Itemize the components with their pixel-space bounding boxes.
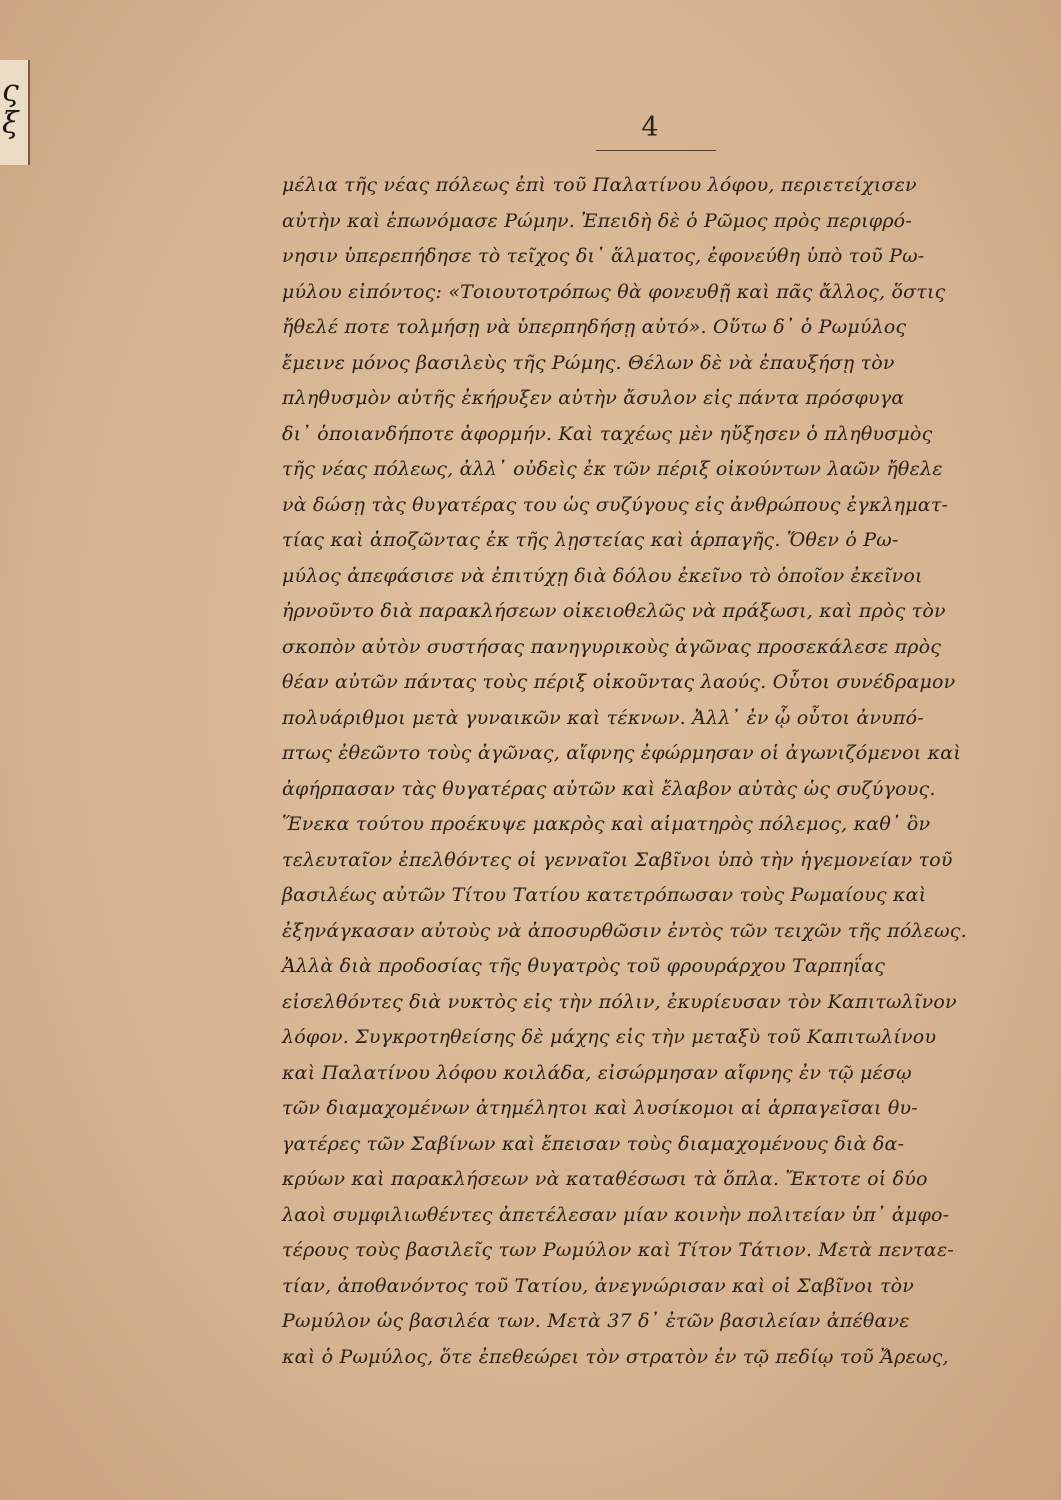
- text-line: τῶν διαμαχομένων ἀτημέλητοι καὶ λυσίκομοι αἱ ἁρπαγεῖσαι θυ-: [282, 1097, 918, 1119]
- text-line: μύλου εἰπόντος: «Τοιουτοτρόπως θὰ φονευθῇ καὶ πᾶς ἄλλος, ὅστις: [282, 280, 946, 303]
- text-line: εἰσελθόντες διὰ νυκτὸς εἰς τὴν πόλιν, ἐκυρίευσαν τὸν Καπιτωλῖνον: [282, 990, 957, 1013]
- text-line: μύλος ἀπεφάσισε νὰ ἐπιτύχῃ διὰ δόλου ἐκεῖνο τὸ ὁποῖον ἐκεῖνοι: [282, 564, 923, 587]
- text-line: μέλια τῆς νέας πόλεως ἐπὶ τοῦ Παλατίνου λόφου, περιετείχισεν: [282, 174, 917, 196]
- margin-mark-bottom: ξ: [2, 106, 19, 141]
- text-line: ἐξηνάγκασαν αὐτοὺς νὰ ἀποσυρθῶσιν ἐντὸς τῶν τειχῶν τῆς πόλεως.: [282, 919, 967, 942]
- text-line: ἔμεινε μόνος βασιλεὺς τῆς Ρώμης. Θέλων δὲ νὰ ἐπαυξήσῃ τὸν: [282, 351, 895, 374]
- text-line: κρύων καὶ παρακλήσεων νὰ καταθέσωσι τὰ ὅπλα. Ἔκτοτε οἱ δύο: [282, 1168, 928, 1190]
- text-line: ἠρνοῦντο διὰ παρακλήσεων οἰκειοθελῶς νὰ πράξωσι, καὶ πρὸς τὸν: [282, 600, 946, 622]
- text-line: τίας καὶ ἀποζῶντας ἐκ τῆς λῃστείας καὶ ἁρπαγῆς. Ὅθεν ὁ Ρω-: [282, 529, 899, 551]
- text-line: τίαν, ἀποθανόντος τοῦ Τατίου, ἀνεγνώρισαν καὶ οἱ Σαβῖνοι τὸν: [282, 1274, 915, 1297]
- header-rule: [596, 150, 716, 151]
- margin-tab: [0, 60, 30, 165]
- text-line: ἤθελέ ποτε τολμήσῃ νὰ ὑπερπηδήσῃ αὐτό». Οὕτω δ᾽ ὁ Ρωμύλος: [282, 316, 907, 338]
- text-line: δι᾽ ὁποιανδήποτε ἀφορμήν. Καὶ ταχέως μὲν ηὔξησεν ὁ πληθυσμὸς: [282, 422, 933, 445]
- text-line: γατέρες τῶν Σαβίνων καὶ ἔπεισαν τοὺς διαμαχομένους διὰ δα-: [282, 1132, 905, 1155]
- margin-mark-top: ς: [2, 74, 19, 109]
- text-line: πληθυσμὸν αὐτῆς ἐκήρυξεν αὐτὴν ἄσυλον εἰς πάντα πρόσφυγα: [282, 387, 905, 409]
- text-line: νησιν ὑπερεπήδησε τὸ τεῖχος δι᾽ ἅλματος, ἐφονεύθη ὑπὸ τοῦ Ρω-: [282, 245, 925, 267]
- text-line: Ρωμύλον ὡς βασιλέα των. Μετὰ 37 δ᾽ ἐτῶν βασιλείαν ἀπέθανε: [282, 1310, 910, 1332]
- text-line: καὶ Παλατίνου λόφου κοιλάδα, εἰσώρμησαν αἴφνης ἐν τῷ μέσῳ: [282, 1061, 912, 1084]
- text-line: βασιλέως αὐτῶν Τίτου Τατίου κατετρόπωσαν τοὺς Ρωμαίους καὶ: [282, 884, 927, 906]
- page-number: 4: [641, 112, 659, 143]
- text-line: ἀφήρπασαν τὰς θυγατέρας αὐτῶν καὶ ἔλαβον αὐτὰς ὡς συζύγους.: [282, 777, 936, 800]
- text-line: λόφον. Συγκροτηθείσης δὲ μάχης εἰς τὴν μεταξὺ τοῦ Καπιτωλίνου: [282, 1026, 937, 1048]
- text-line: Ἕνεκα τούτου προέκυψε μακρὸς καὶ αἱματηρὸς πόλεμος, καθ᾽ ὃν: [282, 813, 931, 835]
- text-line: σκοπὸν αὐτὸν συστήσας πανηγυρικοὺς ἀγῶνας προσεκάλεσε πρὸς: [282, 635, 942, 658]
- text-line: τελευταῖον ἐπελθόντες οἱ γενναῖοι Σαβῖνοι ὑπὸ τὴν ἡγεμονείαν τοῦ: [282, 848, 953, 871]
- text-line: αὐτὴν καὶ ἐπωνόμασε Ρώμην. Ἐπειδὴ δὲ ὁ Ρῶμος πρὸς περιφρό-: [282, 209, 912, 232]
- text-line: πολυάριθμοι μετὰ γυναικῶν καὶ τέκνων. Ἀλλ᾽ ἐν ᾧ οὗτοι ἀνυπό-: [282, 706, 924, 729]
- text-line: νὰ δώσῃ τὰς θυγατέρας του ὡς συζύγους εἰς ἀνθρώπους ἐγκληματ-: [282, 493, 949, 516]
- body-text: [282, 168, 992, 1375]
- text-line: λαοὶ συμφιλιωθέντες ἀπετέλεσαν μίαν κοινὴν πολιτείαν ὑπ᾽ ἀμφο-: [282, 1203, 950, 1226]
- text-line: τέρους τοὺς βασιλεῖς των Ρωμύλον καὶ Τίτον Τάτιον. Μετὰ πενταε-: [282, 1239, 954, 1261]
- text-line: θέαν αὐτῶν πάντας τοὺς πέριξ οἰκοῦντας λαούς. Οὗτοι συνέδραμον: [282, 671, 956, 693]
- text-line: καὶ ὁ Ρωμύλος, ὅτε ἐπεθεώρει τὸν στρατὸν ἐν τῷ πεδίῳ τοῦ Ἄρεως,: [282, 1345, 949, 1368]
- text-line: τῆς νέας πόλεως, ἀλλ᾽ οὐδεὶς ἐκ τῶν πέριξ οἰκούντων λαῶν ἤθελε: [282, 458, 943, 480]
- text-line: Ἀλλὰ διὰ προδοσίας τῆς θυγατρὸς τοῦ φρουράρχου Ταρπηΐας: [282, 955, 886, 977]
- text-line: πτως ἐθεῶντο τοὺς ἀγῶνας, αἴφνης ἐφώρμησαν οἱ ἀγωνιζόμενοι καὶ: [282, 742, 961, 764]
